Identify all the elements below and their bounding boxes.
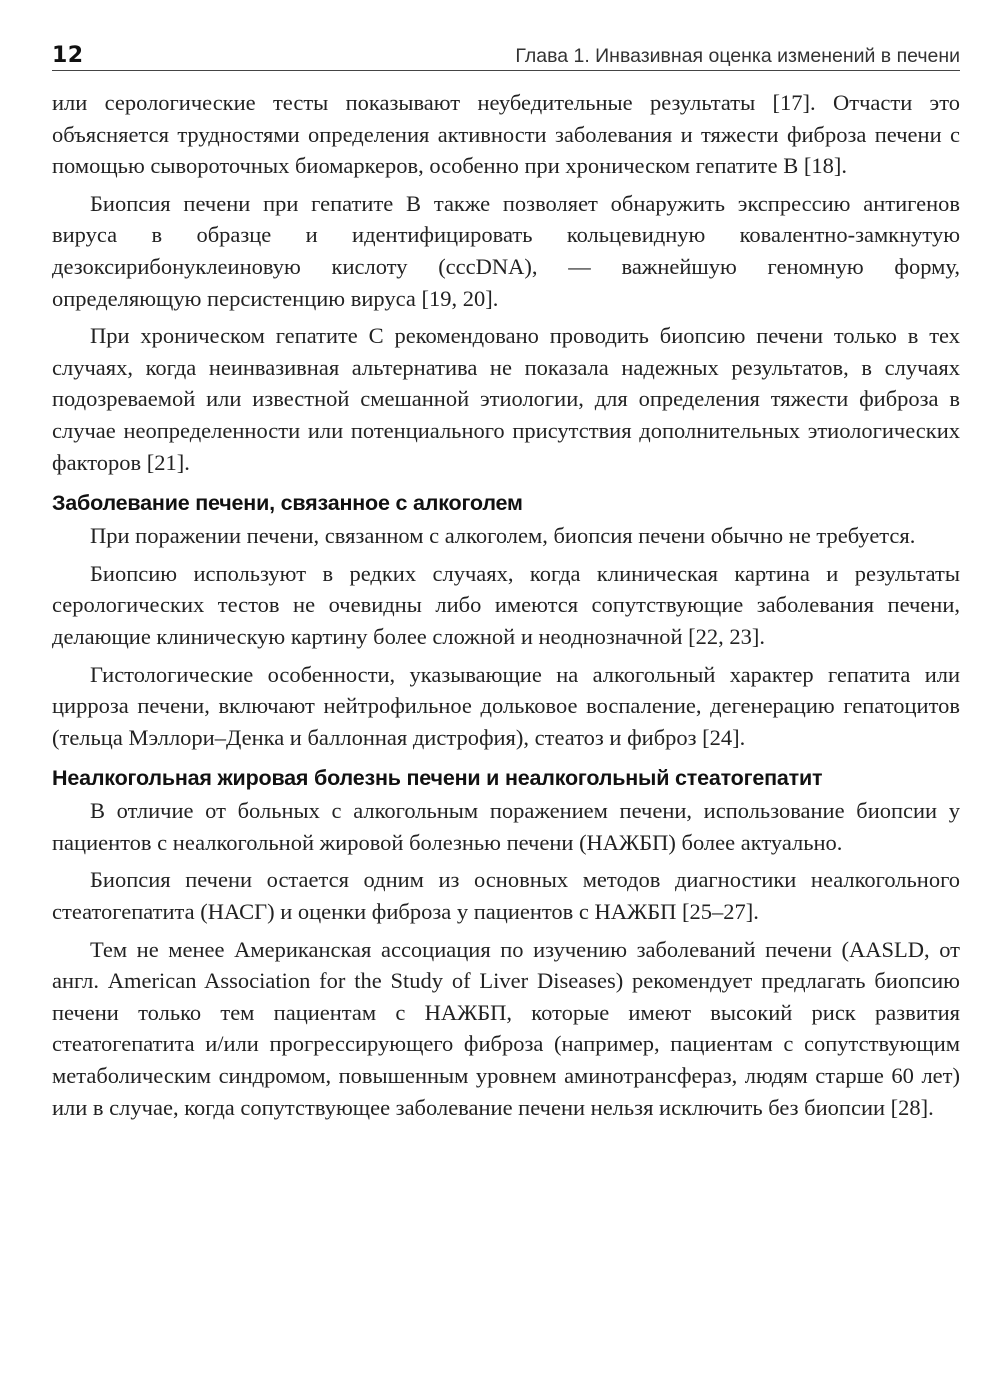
section-heading-nafld: Неалкогольная жировая болезнь печени и неалкогольный стеатогепатит <box>52 766 823 791</box>
paragraph: Тем не менее Американская ассоциация по изучению заболеваний печени (AASLD, от англ. American Association for the Study of Liver Diseases) рекомендует предлагать биопсию печени только тем пациентам с НАЖБП, которые имеют высокий риск развития стеатогепатита и/или прогрессирующего фиброза (например, пациентам с сопутствующим метаболическим синдромом, повышенным уровнем аминотрансфераз, людям старше 60 лет) или в случае, когда сопутствующее заболевание печени нельзя исключить без биопсии [28]. <box>52 936 960 1120</box>
book-page <box>52 34 960 1129</box>
section-heading-alcohol: Заболевание печени, связанное с алкоголем <box>52 491 523 516</box>
paragraph: Гистологические особенности, указывающие на алкогольный характер гепатита или цирроза печени, включают нейтрофильное дольковое воспаление, дегенерацию гепатоцитов (тельца Мэллори–Денка и баллонная дистрофия), стеатоз и фиброз [24]. <box>52 661 960 750</box>
paragraph: или серологические тесты показывают неубедительные результаты [17]. Отчасти это объясняется трудностями определения активности заболевания и тяжести фиброза печени с помощью сывороточных биомаркеров, особенно при хроническом гепатите В [18]. <box>52 90 960 179</box>
paragraph: Биопсия печени остается одним из основных методов диагностики неалкогольного стеатогепатита (НАСГ) и оценки фиброза у пациентов с НАЖБП [25–27]. <box>52 867 960 925</box>
paragraph: При поражении печени, связанном с алкоголем, биопсия печени обычно не требуется. <box>90 523 916 549</box>
running-header <box>52 34 960 71</box>
paragraph: Биопсия печени при гепатите В также позволяет обнаружить экспрессию антигенов вируса в образце и идентифицировать кольцевидную ковалентно-замкнутую дезоксирибонуклеиновую кислоту (cccDNA), — важнейшую геномную форму, определяющую персистенцию вируса [19, 20]. <box>52 190 960 311</box>
page-number: 12 <box>52 43 84 68</box>
paragraph: В отличие от больных с алкогольным поражением печени, использование биопсии у пациентов с неалкогольной жировой болезнью печени (НАЖБП) более актуально. <box>52 798 960 855</box>
paragraph: При хроническом гепатите С рекомендовано проводить биопсию печени только в тех случаях, когда неинвазивная альтернатива не показала надежных результатов, в случаях подозреваемой или известной смешанной этиологии, для определения тяжести фиброза в случае неопределенности или потенциального присутствия дополнительных этиологических факторов [21]. <box>52 323 960 475</box>
chapter-title: Глава 1. Инвазивная оценка изменений в печени <box>515 45 960 67</box>
paragraph: Биопсию используют в редких случаях, когда клиническая картина и результаты серологических тестов не очевидны либо имеются сопутствующие заболевания печени, делающие клиническую картину более сложной и неоднозначной [22, 23]. <box>52 560 960 649</box>
